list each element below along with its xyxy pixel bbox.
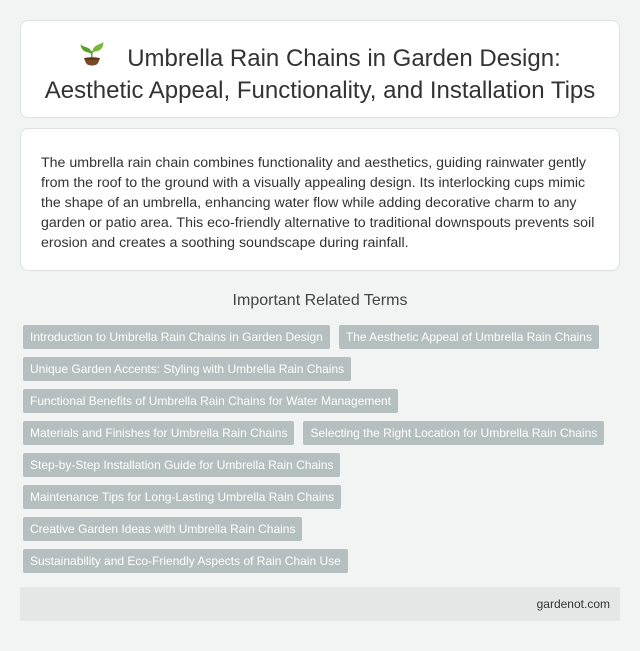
summary-text: The umbrella rain chain combines functionality and aesthetics, guiding rainwater gently from the roof to the ground with a visually appealing design. Its interlocking cups mimic the shape of an umbrella, enhancing water flow while adding decorative charm to any garden or patio area. This eco-friendly alternative to traditional downspouts prevents soil erosion and creates a soothing soundscape during rainfall. [41,155,595,251]
related-term-tag[interactable]: Step-by-Step Installation Guide for Umbrella Rain Chains [23,453,340,477]
related-term-tag[interactable]: Unique Garden Accents: Styling with Umbrella Rain Chains [23,357,351,381]
page-title [41,41,599,106]
seedling-icon [79,41,105,75]
related-term-tag[interactable]: Materials and Finishes for Umbrella Rain Chains [23,421,294,445]
footer [20,587,620,621]
footer-site-name[interactable]: gardenot.com [536,597,610,611]
title-card [20,20,620,118]
related-terms-list [20,325,620,573]
summary-card [20,128,620,271]
related-term-tag[interactable]: Sustainability and Eco-Friendly Aspects of Rain Chain Use [23,549,348,573]
related-term-tag[interactable]: The Aesthetic Appeal of Umbrella Rain Chains [339,325,599,349]
related-term-tag[interactable]: Creative Garden Ideas with Umbrella Rain Chains [23,517,302,541]
related-term-tag[interactable]: Introduction to Umbrella Rain Chains in Garden Design [23,325,330,349]
page-title-text: Umbrella Rain Chains in Garden Design: Aesthetic Appeal, Functionality, and Installation Tips [44,45,596,104]
related-terms-heading: Important Related Terms [232,292,408,309]
related-term-tag[interactable]: Functional Benefits of Umbrella Rain Chains for Water Management [23,389,398,413]
related-term-tag[interactable]: Maintenance Tips for Long-Lasting Umbrella Rain Chains [23,485,341,509]
related-term-tag[interactable]: Selecting the Right Location for Umbrella Rain Chains [303,421,604,445]
